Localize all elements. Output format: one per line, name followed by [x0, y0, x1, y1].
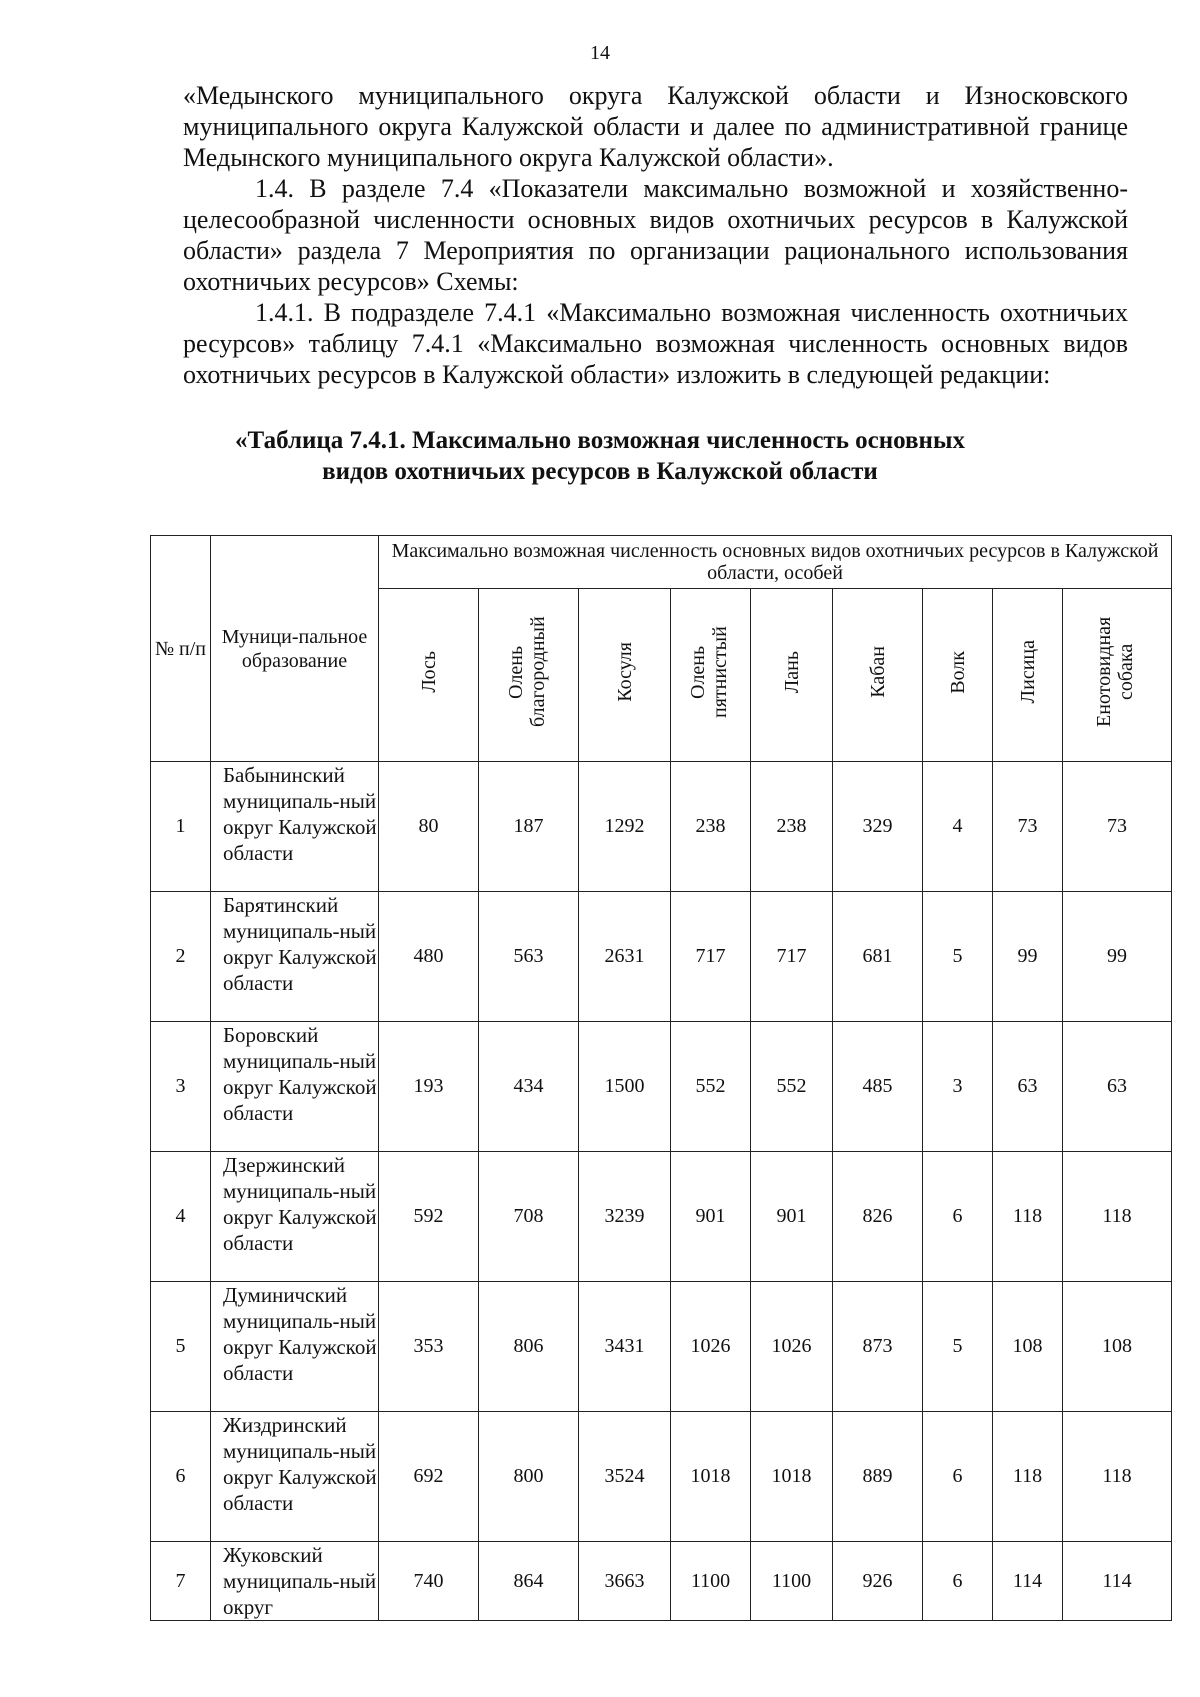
value-cell: 1018 [671, 1412, 751, 1542]
value-cell: 717 [671, 892, 751, 1022]
value-cell: 708 [479, 1152, 579, 1282]
table-row [151, 1542, 1172, 1621]
value-cell: 353 [379, 1282, 479, 1412]
value-cell: 552 [671, 1022, 751, 1152]
value-cell: 681 [833, 892, 923, 1022]
value-cell: 99 [993, 892, 1063, 1022]
value-cell: 806 [479, 1282, 579, 1412]
value-cell: 6 [923, 1412, 993, 1542]
header-species-fallow-deer: Лань [780, 650, 803, 694]
row-number: 2 [151, 892, 211, 1022]
paragraph-1: «Медынского муниципального округа Калужской области и Износковского муниципального округа Калужской области и далее по административной границе Медынского муниципального округа Калужской области». [183, 81, 1128, 172]
header-species-fox: Лисица [1016, 640, 1039, 704]
value-cell: 108 [1063, 1282, 1172, 1412]
row-number: 7 [151, 1542, 211, 1621]
value-cell: 1026 [671, 1282, 751, 1412]
value-cell: 238 [751, 762, 833, 892]
page-number: 14 [590, 42, 610, 64]
value-cell: 1026 [751, 1282, 833, 1412]
value-cell: 800 [479, 1412, 579, 1542]
value-cell: 563 [479, 892, 579, 1022]
table-body [151, 762, 1172, 1621]
value-cell: 118 [993, 1412, 1063, 1542]
header-species-cell [579, 589, 671, 762]
value-cell: 901 [751, 1152, 833, 1282]
value-cell: 5 [923, 1282, 993, 1412]
value-cell: 1100 [751, 1542, 833, 1621]
header-municipality: Муници-пальное образование [211, 536, 379, 762]
value-cell: 63 [1063, 1022, 1172, 1152]
municipality-name: Боровский муниципаль-ный округ Калужской области [211, 1022, 379, 1152]
table-title [0, 425, 1200, 487]
header-species-cell [479, 589, 579, 762]
value-cell: 118 [1063, 1412, 1172, 1542]
table-row [151, 892, 1172, 1022]
value-cell: 118 [1063, 1152, 1172, 1282]
value-cell: 889 [833, 1412, 923, 1542]
value-cell: 329 [833, 762, 923, 892]
value-cell: 238 [671, 762, 751, 892]
value-cell: 1500 [579, 1022, 671, 1152]
header-species-wild-boar: Кабан [866, 646, 889, 698]
header-species-cell [993, 589, 1063, 762]
value-cell: 118 [993, 1152, 1063, 1282]
value-cell: 592 [379, 1152, 479, 1282]
value-cell: 901 [671, 1152, 751, 1282]
header-species-cell [923, 589, 993, 762]
value-cell: 692 [379, 1412, 479, 1542]
value-cell: 480 [379, 892, 479, 1022]
value-cell: 434 [479, 1022, 579, 1152]
municipality-name: Жуковский муниципаль-ный округ [211, 1542, 379, 1621]
header-species-cell [833, 589, 923, 762]
header-species-cell [751, 589, 833, 762]
value-cell: 2631 [579, 892, 671, 1022]
value-cell: 1100 [671, 1542, 751, 1621]
header-species-elk: Лось [417, 651, 440, 693]
header-species-roe-deer: Косуля [613, 642, 636, 702]
value-cell: 3239 [579, 1152, 671, 1282]
table-row [151, 1022, 1172, 1152]
municipality-name: Барятинский муниципаль-ный округ Калужской области [211, 892, 379, 1022]
row-number: 5 [151, 1282, 211, 1412]
header-species-cell [671, 589, 751, 762]
value-cell: 1292 [579, 762, 671, 892]
value-cell: 1018 [751, 1412, 833, 1542]
value-cell: 873 [833, 1282, 923, 1412]
table-title-line-2: видов охотничьих ресурсов в Калужской области [322, 458, 878, 485]
value-cell: 3663 [579, 1542, 671, 1621]
header-species-sika-deer: Олень пятнистый [686, 626, 731, 718]
value-cell: 3431 [579, 1282, 671, 1412]
municipality-name: Жиздринский муниципаль-ный округ Калужской области [211, 1412, 379, 1542]
header-group: Максимально возможная численность основных видов охотничьих ресурсов в Калужской области, особей [379, 536, 1172, 589]
municipality-name: Дзержинский муниципаль-ный округ Калужской области [211, 1152, 379, 1282]
municipality-name: Думиничский муниципаль-ный округ Калужской области [211, 1282, 379, 1412]
value-cell: 99 [1063, 892, 1172, 1022]
value-cell: 5 [923, 892, 993, 1022]
value-cell: 6 [923, 1542, 993, 1621]
row-number: 3 [151, 1022, 211, 1152]
table-row [151, 1412, 1172, 1542]
paragraph-3: 1.4.1. В подразделе 7.4.1 «Максимально возможная численность охотничьих ресурсов» таблицу 7.4.1 «Максимально возможная численность основных видов охотничьих ресурсов в Калужской области» изложить в следующей редакции: [183, 298, 1128, 389]
value-cell: 717 [751, 892, 833, 1022]
header-species-wolf: Волк [946, 650, 969, 694]
value-cell: 4 [923, 762, 993, 892]
table-row [151, 762, 1172, 892]
value-cell: 864 [479, 1542, 579, 1621]
value-cell: 63 [993, 1022, 1063, 1152]
table-row [151, 1282, 1172, 1412]
municipality-name: Бабынинский муниципаль-ный округ Калужской области [211, 762, 379, 892]
value-cell: 73 [1063, 762, 1172, 892]
row-number: 4 [151, 1152, 211, 1282]
table-row [151, 1152, 1172, 1282]
value-cell: 193 [379, 1022, 479, 1152]
header-species-raccoon-dog: Енотовидная собака [1093, 616, 1138, 728]
row-number: 1 [151, 762, 211, 892]
value-cell: 73 [993, 762, 1063, 892]
hunting-resources-table [150, 535, 1172, 1621]
header-species-red-deer: Олень благородный [504, 616, 549, 728]
value-cell: 552 [751, 1022, 833, 1152]
row-number: 6 [151, 1412, 211, 1542]
header-number: № п/п [151, 536, 211, 762]
value-cell: 187 [479, 762, 579, 892]
value-cell: 108 [993, 1282, 1063, 1412]
value-cell: 80 [379, 762, 479, 892]
body-text [183, 80, 1128, 390]
value-cell: 114 [993, 1542, 1063, 1621]
value-cell: 6 [923, 1152, 993, 1282]
value-cell: 926 [833, 1542, 923, 1621]
header-species-cell [379, 589, 479, 762]
value-cell: 826 [833, 1152, 923, 1282]
value-cell: 485 [833, 1022, 923, 1152]
header-species-cell [1063, 589, 1172, 762]
value-cell: 114 [1063, 1542, 1172, 1621]
value-cell: 3 [923, 1022, 993, 1152]
value-cell: 3524 [579, 1412, 671, 1542]
table-title-line-1: «Таблица 7.4.1. Максимально возможная численность основных [235, 427, 965, 454]
paragraph-2: 1.4. В разделе 7.4 «Показатели максимально возможной и хозяйственно-целесообразной численности основных видов охотничьих ресурсов в Калужской области» раздела 7 Мероприятия по организации рационального использования охотничьих ресурсов» Схемы: [183, 174, 1128, 296]
value-cell: 740 [379, 1542, 479, 1621]
